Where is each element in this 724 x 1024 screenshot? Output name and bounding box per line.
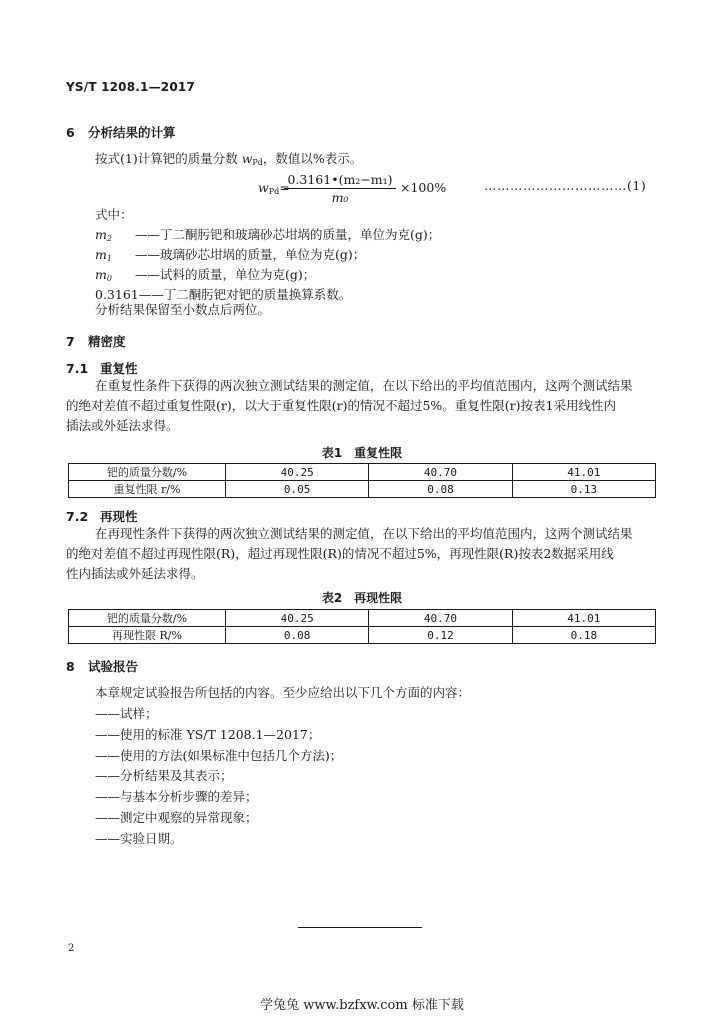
report-intro: 本章规定试验报告所包括的内容。至少应给出以下几个方面的内容： — [95, 685, 471, 700]
table-1-caption: 表1 重复性限 — [321, 446, 403, 460]
rounding-note: 分析结果保留至小数点后两位。 — [95, 302, 271, 317]
variable-m0: $m_0$ ——试料的质量，单位为克(g)； — [95, 267, 316, 283]
repeatability-para-line-1: 在重复性条件下获得的两次独立测试结果的测定值，在以下给出的平均值范围内，这两个测试结果 — [95, 378, 633, 393]
report-items-list — [95, 704, 342, 850]
list-item: ——测定中观察的异常现象； — [95, 809, 258, 825]
section-7-heading: 7 精密度 — [66, 334, 126, 349]
variable-m2: $m_2$ ——丁二酮肟钯和玻璃砂芯坩埚的质量，单位为克(g)； — [95, 227, 441, 243]
section-7-1-heading: 7.1 重复性 — [66, 361, 138, 376]
section-title: 分析结果的计算 — [88, 125, 176, 140]
reproducibility-para-line-2: 的绝对差值不超过再现性限(R)，超过再现性限(R)的情况不超过5%，再现性限(R)按表2数据采用线 — [66, 546, 614, 561]
equation-number: ……………………………(1) — [484, 178, 647, 193]
repeatability-para-line-3: 插法或外延法求得。 — [66, 418, 179, 433]
constant-definition: 0.3161——丁二酮肟钯对钯的质量换算系数。 — [95, 287, 352, 302]
formula-times: ×100% — [400, 180, 447, 195]
section-8-heading: 8 试验报告 — [66, 659, 139, 674]
table-row: 重复性限 r/% 0.05 0.08 0.13 — [69, 481, 656, 498]
table-row: 再现性限 R/% 0.08 0.12 0.18 — [69, 627, 656, 644]
table-row: 钯的质量分数/% 40.25 40.70 41.01 — [69, 610, 656, 627]
formula-fraction — [284, 172, 396, 205]
section-6-heading — [66, 123, 176, 141]
formula-denominator: m₀ — [331, 190, 349, 205]
list-item: ——使用的标准 YS/T 1208.1—2017； — [95, 726, 321, 742]
watermark-link[interactable]: 学兔兔 www.bzfxw.com 标准下载 — [260, 998, 464, 1013]
list-item: ——试样； — [95, 706, 158, 721]
reproducibility-para-line-1: 在再现性条件下获得的两次独立测试结果的测定值，在以下给出的平均值范围内，这两个测试结果 — [95, 526, 633, 541]
footer-rule — [298, 927, 422, 928]
table-2-caption: 表2 再现性限 — [321, 591, 403, 605]
list-item: ——与基本分析步骤的差异； — [95, 789, 258, 805]
section-7-2-heading: 7.2 再现性 — [66, 509, 138, 524]
formula-numerator: 0.3161•(m₂−m₁) — [284, 172, 396, 189]
table-2-reproducibility — [68, 609, 656, 644]
repeatability-para-line-2: 的绝对差值不超过重复性限(r)，以大于重复性限(r)的情况不超过5%。重复性限(r)按表1采用线性内 — [66, 398, 616, 413]
list-item: ——实验日期。 — [95, 830, 183, 846]
standard-code-header: YS/T 1208.1—2017 — [66, 80, 195, 94]
page-number: 2 — [68, 943, 75, 954]
table-row: 钯的质量分数/% 40.25 40.70 41.01 — [69, 464, 656, 481]
formula-lhs: $w_{Pd}=$ — [258, 180, 290, 196]
formula-intro: 按式(1)计算钯的质量分数 $w_{Pd}$，数值以%表示。 — [95, 151, 363, 167]
list-item: ——使用的方法(如果标准中包括几个方法)； — [95, 747, 343, 763]
section-number: 6 — [66, 125, 75, 140]
list-item: ——分析结果及其表示； — [95, 768, 233, 784]
variable-m1: $m_1$ ——玻璃砂芯坩埚的质量，单位为克(g)； — [95, 247, 366, 263]
where-label: 式中： — [95, 207, 133, 222]
reproducibility-para-line-3: 性内插法或外延法求得。 — [66, 566, 204, 581]
table-1-repeatability — [68, 463, 656, 498]
